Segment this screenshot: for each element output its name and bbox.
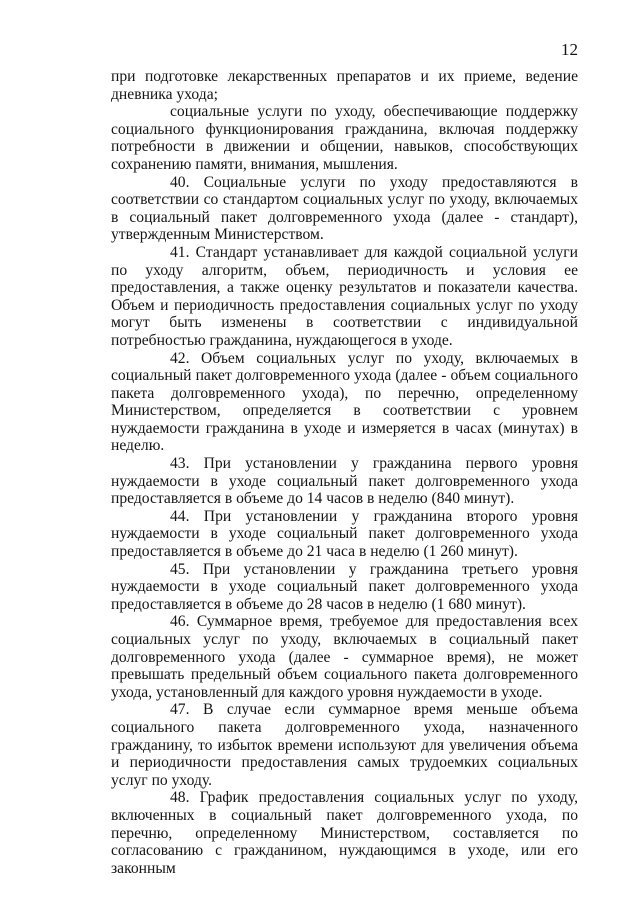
paragraph-item-48: 48. График предоставления социальных услуг по уходу, включенных в социальный пакет долговременного ухода, по перечню, определенному Министерством, составляется по согласованию с гражданином, нуждающимся в уходе, или его законным [111, 789, 578, 877]
paragraph-item-47: 47. В случае если суммарное время меньше объема социального пакета долговременного ухода, назначенного гражданину, то избыток времени используют для увеличения объема и периодичности предоставления самых трудоемких социальных услуг по уходу. [111, 701, 578, 789]
paragraph-item-45: 45. При установлении у гражданина третьего уровня нуждаемости в уходе социальный пакет долговременного ухода предоставляется в объеме до 28 часов в неделю (1 680 минут). [111, 560, 578, 613]
document-body [111, 68, 578, 877]
paragraph-item-40: 40. Социальные услуги по уходу предоставляются в соответствии со стандартом социальных услуг по уходу, включаемых в социальный пакет долговременного ухода (далее - стандарт), утвержденным Министерством. [111, 173, 578, 244]
paragraph-continuation: при подготовке лекарственных препаратов и их приеме, ведение дневника ухода; [111, 68, 578, 103]
paragraph-item-42: 42. Объем социальных услуг по уходу, включаемых в социальный пакет долговременного ухода (далее - объем социального пакета долговременного ухода), по перечню, определенному Министерством, определяется в соответствии с уровнем нуждаемости гражданина в уходе и измеряется в часах (минутах) в неделю. [111, 349, 578, 455]
paragraph-item-43: 43. При установлении у гражданина первого уровня нуждаемости в уходе социальный пакет долговременного ухода предоставляется в объеме до 14 часов в неделю (840 минут). [111, 455, 578, 508]
paragraph-item-44: 44. При установлении у гражданина второго уровня нуждаемости в уходе социальный пакет долговременного ухода предоставляется в объеме до 21 часа в неделю (1 260 минут). [111, 507, 578, 561]
paragraph-item-46: 46. Суммарное время, требуемое для предоставления всех социальных услуг по уходу, включаемых в социальный пакет долговременного ухода (далее - суммарное время), не может превышать предельный объем социального пакета долговременного ухода, установленный для каждого уровня нуждаемости в уходе. [111, 613, 578, 701]
paragraph-social-services-support: социальные услуги по уходу, обеспечивающие поддержку социального функционирования гражданина, включая поддержку потребности в движении и общении, навыков, способствующих сохранению памяти, внимания, мышления. [111, 103, 578, 173]
paragraph-item-41: 41. Стандарт устанавливает для каждой социальной услуги по уходу алгоритм, объем, периодичность и условия ее предоставления, а также оценку результатов и показатели качества. Объем и периодичность предоставления социальных услуг по уходу могут быть изменены в соответствии с индивидуальной потребностью гражданина, нуждающегося в уходе. [111, 243, 578, 349]
page-number: 12 [561, 40, 578, 59]
